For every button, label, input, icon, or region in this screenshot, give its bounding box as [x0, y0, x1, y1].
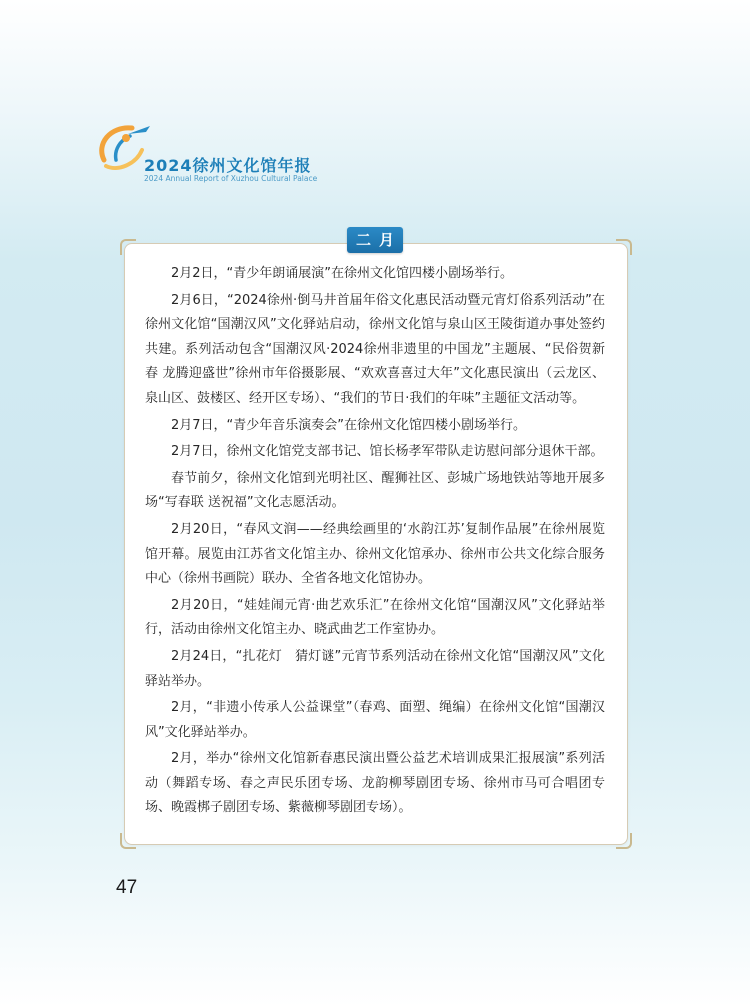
- event-paragraph: 2月6日，“2024徐州·倒马井首届年俗文化惠民活动暨元宵灯俗系列活动”在徐州文化馆“国潮汉风”文化驿站启动，徐州文化馆与泉山区王陵街道办事处签约共建。系列活动包含“国潮汉风·2024徐州非遗里的中国龙”主题展、“民俗贺新春 龙腾迎盛世”徐州市年俗摄影展、“欢欢喜喜过大年”文化惠民演出（云龙区、泉山区、鼓楼区、经开区专场）、“我们的节日·我们的年味”主题征文活动等。: [145, 292, 605, 406]
- page-number: 47: [116, 877, 138, 898]
- report-header: [92, 120, 352, 190]
- frame-corner: [120, 239, 136, 255]
- event-paragraph: 2月，“非遗小传承人公益课堂”（春鸡、面塑、绳编）在徐州文化馆“国潮汉风”文化驿站举办。: [145, 700, 605, 740]
- month-tab: 二月: [347, 227, 403, 253]
- event-paragraph: 2月2日，“青少年朗诵展演”在徐州文化馆四楼小剧场举行。: [171, 266, 514, 281]
- event-paragraph: 2月20日，“春风文润——经典绘画里的‘水韵江苏’复制作品展”在徐州展览馆开幕。展览由江苏省文化馆主办、徐州文化馆承办、徐州市公共文化综合服务中心（徐州书画院）联办、全省各地文化馆协办。: [145, 521, 605, 587]
- frame-corner: [616, 833, 632, 849]
- frame-corner: [120, 833, 136, 849]
- frame-corner: [616, 239, 632, 255]
- event-paragraph: 2月20日，“娃娃闹元宵·曲艺欢乐汇”在徐州文化馆“国潮汉风”文化驿站举行，活动由徐州文化馆主办、晓武曲艺工作室协办。: [145, 597, 605, 638]
- report-subtitle: 2024 Annual Report of Xuzhou Cultural Palace: [144, 174, 318, 183]
- event-list: [145, 262, 605, 823]
- event-paragraph: 2月24日，“扎花灯 猜灯谜”元宵节系列活动在徐州文化馆“国潮汉风”文化驿站举办。: [145, 648, 605, 689]
- event-paragraph: 2月7日，“青少年音乐演奏会”在徐州文化馆四楼小剧场举行。: [171, 417, 527, 433]
- event-paragraph: 2月7日，徐州文化馆党支部书记、馆长杨孝军带队走访慰问部分退休干部。: [171, 444, 604, 460]
- event-paragraph: 春节前夕，徐州文化馆到光明社区、醒狮社区、彭城广场地铁站等地开展多场“写春联 送祝福”文化志愿活动。: [145, 470, 605, 511]
- event-paragraph: 2月，举办“徐州文化馆新春惠民演出暨公益艺术培训成果汇报展演”系列活动（舞蹈专场、春之声民乐团专场、龙韵柳琴剧团专场、徐州市马可合唱团专场、晚霞梆子剧团专场、紫薇柳琴剧团专场）。: [145, 751, 605, 816]
- report-title: 2024徐州文化馆年报: [144, 156, 312, 175]
